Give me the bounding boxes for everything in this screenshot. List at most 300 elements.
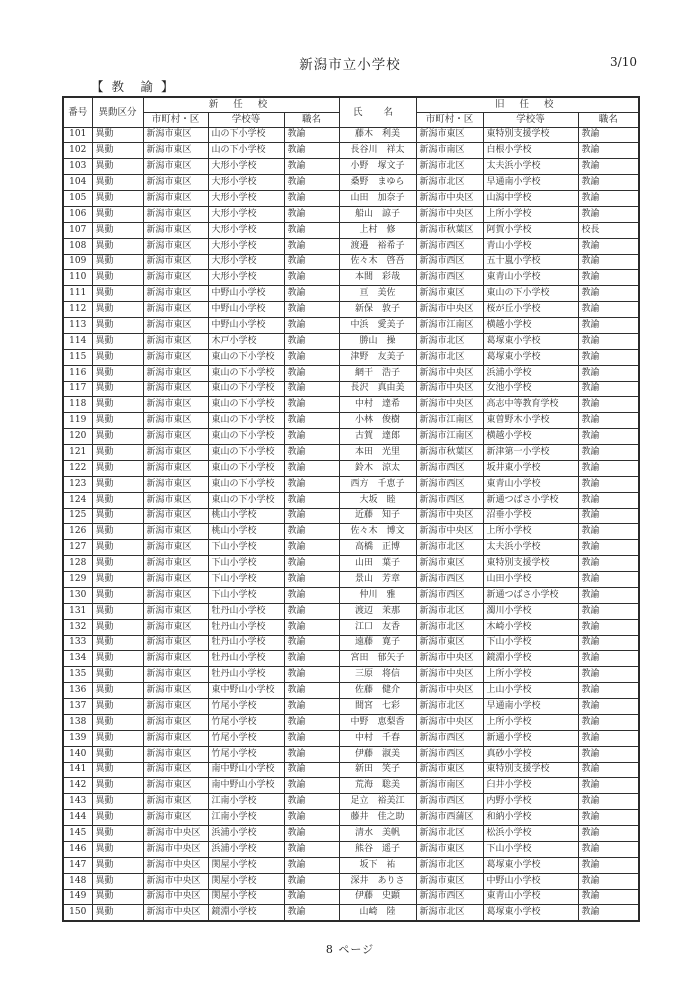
new-job-title: 教諭 bbox=[284, 397, 339, 413]
new-job-title: 教諭 bbox=[284, 175, 339, 191]
old-school: 女池小学校 bbox=[483, 381, 578, 397]
transfer-category: 異動 bbox=[92, 413, 143, 429]
old-job-title: 教諭 bbox=[578, 318, 639, 334]
old-school: 和納小学校 bbox=[483, 810, 578, 826]
table-row bbox=[63, 349, 639, 365]
old-job-title: 教諭 bbox=[578, 206, 639, 222]
transfer-category: 異動 bbox=[92, 889, 143, 905]
row-number: 104 bbox=[63, 175, 92, 191]
old-school: 上所小学校 bbox=[483, 714, 578, 730]
new-city: 新潟市東区 bbox=[143, 508, 208, 524]
transfer-category: 異動 bbox=[92, 651, 143, 667]
row-number: 137 bbox=[63, 699, 92, 715]
table-row bbox=[63, 905, 639, 921]
table-row bbox=[63, 508, 639, 524]
new-job-title: 教諭 bbox=[284, 826, 339, 842]
new-city: 新潟市東区 bbox=[143, 746, 208, 762]
teacher-name: 佐藤 健介 bbox=[339, 683, 416, 699]
transfer-category: 異動 bbox=[92, 619, 143, 635]
table-row bbox=[63, 127, 639, 143]
old-city: 新潟市中央区 bbox=[416, 191, 483, 207]
new-job-title: 教諭 bbox=[284, 333, 339, 349]
new-job-title: 教諭 bbox=[284, 635, 339, 651]
old-school: 東青山小学校 bbox=[483, 270, 578, 286]
new-city: 新潟市東区 bbox=[143, 191, 208, 207]
new-school: 東山の下小学校 bbox=[208, 476, 284, 492]
transfer-category: 異動 bbox=[92, 714, 143, 730]
new-job-title: 教諭 bbox=[284, 683, 339, 699]
section-label: 【 教 諭 】 bbox=[91, 79, 176, 94]
new-job-title: 教諭 bbox=[284, 762, 339, 778]
old-city: 新潟市秋葉区 bbox=[416, 445, 483, 461]
old-school: 新通つばさ小学校 bbox=[483, 587, 578, 603]
transfer-category: 異動 bbox=[92, 460, 143, 476]
old-city: 新潟市西区 bbox=[416, 476, 483, 492]
row-number: 119 bbox=[63, 413, 92, 429]
new-city: 新潟市東区 bbox=[143, 683, 208, 699]
row-number: 146 bbox=[63, 841, 92, 857]
new-city: 新潟市東区 bbox=[143, 318, 208, 334]
new-school: 東山の下小学校 bbox=[208, 349, 284, 365]
transfer-category: 異動 bbox=[92, 445, 143, 461]
teacher-name: 山崎 陸 bbox=[339, 905, 416, 921]
row-number: 139 bbox=[63, 730, 92, 746]
row-number: 130 bbox=[63, 587, 92, 603]
teacher-name: 藤井 佳之助 bbox=[339, 810, 416, 826]
new-job-title: 教諭 bbox=[284, 905, 339, 921]
old-job-title: 教諭 bbox=[578, 889, 639, 905]
old-city: 新潟市東区 bbox=[416, 873, 483, 889]
old-job-title: 教諭 bbox=[578, 762, 639, 778]
new-city: 新潟市東区 bbox=[143, 492, 208, 508]
teacher-name: 伊藤 淑美 bbox=[339, 746, 416, 762]
old-city: 新潟市北区 bbox=[416, 159, 483, 175]
teacher-name: 長谷川 祥太 bbox=[339, 143, 416, 159]
old-city: 新潟市西区 bbox=[416, 587, 483, 603]
new-job-title: 教諭 bbox=[284, 429, 339, 445]
table-row bbox=[63, 730, 639, 746]
old-job-title: 教諭 bbox=[578, 508, 639, 524]
header-new-school: 学校等 bbox=[208, 112, 284, 127]
new-job-title: 教諭 bbox=[284, 587, 339, 603]
new-school: 東山の下小学校 bbox=[208, 429, 284, 445]
row-number: 103 bbox=[63, 159, 92, 175]
transfer-category: 異動 bbox=[92, 492, 143, 508]
old-city: 新潟市北区 bbox=[416, 699, 483, 715]
old-school: 沼垂小学校 bbox=[483, 508, 578, 524]
new-school: 牡丹山小学校 bbox=[208, 667, 284, 683]
old-school: 東特別支援学校 bbox=[483, 556, 578, 572]
new-school: 下山小学校 bbox=[208, 572, 284, 588]
old-school: 東特別支援学校 bbox=[483, 127, 578, 143]
row-number: 147 bbox=[63, 857, 92, 873]
row-number: 113 bbox=[63, 318, 92, 334]
new-city: 新潟市東区 bbox=[143, 429, 208, 445]
teacher-name: 遠藤 寛子 bbox=[339, 635, 416, 651]
teacher-name: 小林 俊樹 bbox=[339, 413, 416, 429]
table-body bbox=[63, 127, 639, 921]
new-city: 新潟市東区 bbox=[143, 127, 208, 143]
new-city: 新潟市東区 bbox=[143, 619, 208, 635]
table-row bbox=[63, 445, 639, 461]
old-school: 内野小学校 bbox=[483, 794, 578, 810]
table-row bbox=[63, 302, 639, 318]
old-job-title: 教諭 bbox=[578, 746, 639, 762]
new-job-title: 教諭 bbox=[284, 699, 339, 715]
transfer-category: 異動 bbox=[92, 746, 143, 762]
new-city: 新潟市中央区 bbox=[143, 873, 208, 889]
new-city: 新潟市東区 bbox=[143, 254, 208, 270]
old-city: 新潟市中央区 bbox=[416, 683, 483, 699]
table-row bbox=[63, 667, 639, 683]
new-job-title: 教諭 bbox=[284, 159, 339, 175]
new-job-title: 教諭 bbox=[284, 413, 339, 429]
header-old-city: 市町村・区 bbox=[416, 112, 483, 127]
old-job-title: 教諭 bbox=[578, 619, 639, 635]
teacher-name: 中村 千春 bbox=[339, 730, 416, 746]
table-row bbox=[63, 492, 639, 508]
new-city: 新潟市東区 bbox=[143, 730, 208, 746]
new-city: 新潟市東区 bbox=[143, 572, 208, 588]
table-row bbox=[63, 873, 639, 889]
new-school: 桃山小学校 bbox=[208, 508, 284, 524]
table-row bbox=[63, 762, 639, 778]
new-school: 木戸小学校 bbox=[208, 333, 284, 349]
new-city: 新潟市東区 bbox=[143, 349, 208, 365]
old-job-title: 教諭 bbox=[578, 572, 639, 588]
new-job-title: 教諭 bbox=[284, 365, 339, 381]
new-school: 東山の下小学校 bbox=[208, 381, 284, 397]
old-job-title: 教諭 bbox=[578, 587, 639, 603]
old-school: 白根小学校 bbox=[483, 143, 578, 159]
table-row bbox=[63, 826, 639, 842]
row-number: 102 bbox=[63, 143, 92, 159]
old-job-title: 教諭 bbox=[578, 413, 639, 429]
teacher-name: 山田 葉子 bbox=[339, 556, 416, 572]
new-job-title: 教諭 bbox=[284, 127, 339, 143]
table-row bbox=[63, 524, 639, 540]
old-job-title: 教諭 bbox=[578, 270, 639, 286]
old-school: 真砂小学校 bbox=[483, 746, 578, 762]
row-number: 117 bbox=[63, 381, 92, 397]
new-job-title: 教諭 bbox=[284, 841, 339, 857]
old-school: 葛塚東小学校 bbox=[483, 905, 578, 921]
new-job-title: 教諭 bbox=[284, 667, 339, 683]
old-city: 新潟市中央区 bbox=[416, 524, 483, 540]
new-city: 新潟市東区 bbox=[143, 635, 208, 651]
new-school: 山の下小学校 bbox=[208, 143, 284, 159]
new-school: 大形小学校 bbox=[208, 254, 284, 270]
new-school: 関屋小学校 bbox=[208, 857, 284, 873]
new-job-title: 教諭 bbox=[284, 857, 339, 873]
header-old-school: 学校等 bbox=[483, 112, 578, 127]
old-city: 新潟市中央区 bbox=[416, 714, 483, 730]
row-number: 120 bbox=[63, 429, 92, 445]
old-city: 新潟市南区 bbox=[416, 143, 483, 159]
new-city: 新潟市東区 bbox=[143, 333, 208, 349]
old-city: 新潟市北区 bbox=[416, 619, 483, 635]
header-old-job-title: 職名 bbox=[578, 112, 639, 127]
old-school: 松浜小学校 bbox=[483, 826, 578, 842]
new-city: 新潟市東区 bbox=[143, 540, 208, 556]
old-job-title: 教諭 bbox=[578, 651, 639, 667]
old-school: 桜が丘小学校 bbox=[483, 302, 578, 318]
new-school: 中野山小学校 bbox=[208, 286, 284, 302]
teacher-name: 古賀 達郎 bbox=[339, 429, 416, 445]
new-city: 新潟市東区 bbox=[143, 460, 208, 476]
teacher-name: 本間 彩哉 bbox=[339, 270, 416, 286]
old-school: 木崎小学校 bbox=[483, 619, 578, 635]
new-school: 大形小学校 bbox=[208, 222, 284, 238]
new-school: 東山の下小学校 bbox=[208, 492, 284, 508]
new-school: 大形小学校 bbox=[208, 159, 284, 175]
transfer-category: 異動 bbox=[92, 857, 143, 873]
old-city: 新潟市江南区 bbox=[416, 413, 483, 429]
teacher-name: 亘 美佐 bbox=[339, 286, 416, 302]
table-row bbox=[63, 683, 639, 699]
new-job-title: 教諭 bbox=[284, 572, 339, 588]
teacher-name: 宮田 郁矢子 bbox=[339, 651, 416, 667]
teacher-name: 新保 敦子 bbox=[339, 302, 416, 318]
new-job-title: 教諭 bbox=[284, 318, 339, 334]
table-row bbox=[63, 191, 639, 207]
old-school: 太夫浜小学校 bbox=[483, 159, 578, 175]
new-school: 東山の下小学校 bbox=[208, 365, 284, 381]
table-row bbox=[63, 651, 639, 667]
new-job-title: 教諭 bbox=[284, 286, 339, 302]
old-job-title: 教諭 bbox=[578, 524, 639, 540]
new-job-title: 教諭 bbox=[284, 222, 339, 238]
new-city: 新潟市東区 bbox=[143, 810, 208, 826]
new-school: 江南小学校 bbox=[208, 794, 284, 810]
old-job-title: 教諭 bbox=[578, 699, 639, 715]
teacher-name: 佐々木 博文 bbox=[339, 524, 416, 540]
row-number: 150 bbox=[63, 905, 92, 921]
table-row bbox=[63, 143, 639, 159]
old-job-title: 教諭 bbox=[578, 445, 639, 461]
transfer-category: 異動 bbox=[92, 397, 143, 413]
new-city: 新潟市東区 bbox=[143, 762, 208, 778]
old-school: 青山小学校 bbox=[483, 238, 578, 254]
old-job-title: 教諭 bbox=[578, 286, 639, 302]
new-job-title: 教諭 bbox=[284, 206, 339, 222]
new-job-title: 教諭 bbox=[284, 524, 339, 540]
teacher-name: 深井 ありさ bbox=[339, 873, 416, 889]
old-city: 新潟市西区 bbox=[416, 730, 483, 746]
teacher-name: 船山 諒子 bbox=[339, 206, 416, 222]
table-row bbox=[63, 254, 639, 270]
old-school: 上山小学校 bbox=[483, 683, 578, 699]
new-city: 新潟市東区 bbox=[143, 794, 208, 810]
table-row bbox=[63, 222, 639, 238]
row-number: 125 bbox=[63, 508, 92, 524]
transfer-category: 異動 bbox=[92, 238, 143, 254]
page-footer: 8 ページ bbox=[325, 943, 375, 956]
row-number: 109 bbox=[63, 254, 92, 270]
new-job-title: 教諭 bbox=[284, 508, 339, 524]
old-school: 横越小学校 bbox=[483, 318, 578, 334]
new-school: 大形小学校 bbox=[208, 175, 284, 191]
old-job-title: 教諭 bbox=[578, 333, 639, 349]
old-job-title: 教諭 bbox=[578, 143, 639, 159]
row-number: 132 bbox=[63, 619, 92, 635]
old-job-title: 教諭 bbox=[578, 603, 639, 619]
teacher-name: 西方 千恵子 bbox=[339, 476, 416, 492]
new-school: 竹尾小学校 bbox=[208, 699, 284, 715]
old-city: 新潟市北区 bbox=[416, 349, 483, 365]
transfer-category: 異動 bbox=[92, 476, 143, 492]
row-number: 141 bbox=[63, 762, 92, 778]
row-number: 123 bbox=[63, 476, 92, 492]
row-number: 138 bbox=[63, 714, 92, 730]
old-school: 山潟中学校 bbox=[483, 191, 578, 207]
old-job-title: 教諭 bbox=[578, 857, 639, 873]
old-school: 下山小学校 bbox=[483, 635, 578, 651]
old-city: 新潟市西区 bbox=[416, 238, 483, 254]
row-number: 124 bbox=[63, 492, 92, 508]
old-school: 葛塚東小学校 bbox=[483, 349, 578, 365]
teacher-name: 桑野 まゆら bbox=[339, 175, 416, 191]
teacher-name: 大坂 睦 bbox=[339, 492, 416, 508]
teacher-name: 長沢 真由美 bbox=[339, 381, 416, 397]
teacher-name: 中野 恵梨香 bbox=[339, 714, 416, 730]
teacher-name: 高橋 正博 bbox=[339, 540, 416, 556]
teacher-name: 熊谷 遥子 bbox=[339, 841, 416, 857]
old-city: 新潟市西区 bbox=[416, 794, 483, 810]
old-school: 五十嵐小学校 bbox=[483, 254, 578, 270]
old-city: 新潟市中央区 bbox=[416, 508, 483, 524]
row-number: 133 bbox=[63, 635, 92, 651]
table-row bbox=[63, 857, 639, 873]
new-school: 下山小学校 bbox=[208, 556, 284, 572]
transfer-category: 異動 bbox=[92, 603, 143, 619]
row-number: 110 bbox=[63, 270, 92, 286]
new-city: 新潟市東区 bbox=[143, 524, 208, 540]
old-city: 新潟市北区 bbox=[416, 540, 483, 556]
new-city: 新潟市東区 bbox=[143, 270, 208, 286]
transfer-category: 異動 bbox=[92, 159, 143, 175]
new-job-title: 教諭 bbox=[284, 254, 339, 270]
new-school: 牡丹山小学校 bbox=[208, 651, 284, 667]
old-school: 阿賀小学校 bbox=[483, 222, 578, 238]
old-job-title: 教諭 bbox=[578, 302, 639, 318]
transfer-category: 異動 bbox=[92, 699, 143, 715]
teacher-name: 上村 修 bbox=[339, 222, 416, 238]
new-school: 中野山小学校 bbox=[208, 302, 284, 318]
new-school: 牡丹山小学校 bbox=[208, 603, 284, 619]
table-row bbox=[63, 603, 639, 619]
transfer-category: 異動 bbox=[92, 587, 143, 603]
old-school: 東山の下小学校 bbox=[483, 286, 578, 302]
row-number: 115 bbox=[63, 349, 92, 365]
transfer-category: 異動 bbox=[92, 333, 143, 349]
old-school: 上所小学校 bbox=[483, 206, 578, 222]
teacher-name: 伊藤 史顕 bbox=[339, 889, 416, 905]
teacher-name: 小野 塚文子 bbox=[339, 159, 416, 175]
row-number: 111 bbox=[63, 286, 92, 302]
old-city: 新潟市北区 bbox=[416, 826, 483, 842]
teacher-name: 藤木 利美 bbox=[339, 127, 416, 143]
old-job-title: 教諭 bbox=[578, 460, 639, 476]
old-school: 東曽野木小学校 bbox=[483, 413, 578, 429]
old-job-title: 教諭 bbox=[578, 683, 639, 699]
table-row bbox=[63, 333, 639, 349]
table-row bbox=[63, 635, 639, 651]
old-school: 濁川小学校 bbox=[483, 603, 578, 619]
old-job-title: 教諭 bbox=[578, 365, 639, 381]
new-city: 新潟市東区 bbox=[143, 778, 208, 794]
new-school: 大形小学校 bbox=[208, 191, 284, 207]
new-school: 竹尾小学校 bbox=[208, 746, 284, 762]
old-job-title: 教諭 bbox=[578, 714, 639, 730]
table-row bbox=[63, 556, 639, 572]
old-city: 新潟市北区 bbox=[416, 857, 483, 873]
row-number: 135 bbox=[63, 667, 92, 683]
teacher-name: 荒海 聡美 bbox=[339, 778, 416, 794]
row-number: 131 bbox=[63, 603, 92, 619]
teacher-name: 足立 裕美江 bbox=[339, 794, 416, 810]
transfer-category: 異動 bbox=[92, 254, 143, 270]
new-city: 新潟市中央区 bbox=[143, 841, 208, 857]
new-job-title: 教諭 bbox=[284, 556, 339, 572]
new-school: 鏡淵小学校 bbox=[208, 905, 284, 921]
teacher-name: 鈴木 涼太 bbox=[339, 460, 416, 476]
new-job-title: 教諭 bbox=[284, 349, 339, 365]
old-city: 新潟市西区 bbox=[416, 572, 483, 588]
new-city: 新潟市東区 bbox=[143, 603, 208, 619]
new-job-title: 教諭 bbox=[284, 889, 339, 905]
old-school: 葛塚東小学校 bbox=[483, 333, 578, 349]
old-job-title: 教諭 bbox=[578, 127, 639, 143]
old-school: 新通つばさ小学校 bbox=[483, 492, 578, 508]
transfer-category: 異動 bbox=[92, 794, 143, 810]
transfer-category: 異動 bbox=[92, 429, 143, 445]
new-school: 竹尾小学校 bbox=[208, 730, 284, 746]
row-number: 148 bbox=[63, 873, 92, 889]
new-school: 関屋小学校 bbox=[208, 889, 284, 905]
old-job-title: 教諭 bbox=[578, 873, 639, 889]
teacher-name: 津野 友美子 bbox=[339, 349, 416, 365]
table-row bbox=[63, 365, 639, 381]
row-number: 144 bbox=[63, 810, 92, 826]
new-job-title: 教諭 bbox=[284, 794, 339, 810]
table-row bbox=[63, 318, 639, 334]
table-row bbox=[63, 619, 639, 635]
old-school: 東青山小学校 bbox=[483, 476, 578, 492]
row-number: 122 bbox=[63, 460, 92, 476]
header-old-school-group: 旧 任 校 bbox=[416, 97, 639, 112]
old-city: 新潟市東区 bbox=[416, 841, 483, 857]
transfer-category: 異動 bbox=[92, 841, 143, 857]
new-city: 新潟市東区 bbox=[143, 667, 208, 683]
old-city: 新潟市北区 bbox=[416, 905, 483, 921]
table-row bbox=[63, 889, 639, 905]
old-school: 太夫浜小学校 bbox=[483, 540, 578, 556]
new-city: 新潟市東区 bbox=[143, 413, 208, 429]
transfer-category: 異動 bbox=[92, 572, 143, 588]
header-name: 氏 名 bbox=[339, 97, 416, 127]
new-school: 南中野山小学校 bbox=[208, 778, 284, 794]
table-row bbox=[63, 270, 639, 286]
old-school: 横越小学校 bbox=[483, 429, 578, 445]
table-row bbox=[63, 540, 639, 556]
old-city: 新潟市東区 bbox=[416, 762, 483, 778]
transfer-category: 異動 bbox=[92, 206, 143, 222]
new-job-title: 教諭 bbox=[284, 651, 339, 667]
row-number: 140 bbox=[63, 746, 92, 762]
teacher-name: 仲川 雅 bbox=[339, 587, 416, 603]
old-job-title: 教諭 bbox=[578, 826, 639, 842]
